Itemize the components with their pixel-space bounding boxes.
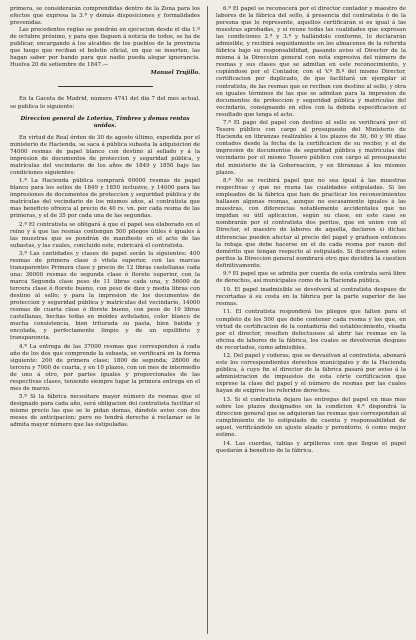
- condition-paragraph: 2.ª El contratista se obligará á que el papel sea elaborado en el reino y á que las resmas contengan 500 pliegos útiles é iguales á las muestras que se pondrán de manifiesto en el acto de las subastas, y las cuales, concluido este, rubricará el contratista.: [10, 221, 200, 249]
- condition-paragraph: 4.ª La entrega de las 37000 resmas que corresponden á cada año de los dos que comprende la subasta, se verificará en la forma siguiente: 200 de primera clase; 1800 de segunda; 28000 de tercera y 7000 de cuarta, y en 10 plazos, con un mes de intermedio de uno á otro, por partes iguales y proporcionales de las respectivas clases, teniendo siempre lugar la primera entrega en el mes de marzo.: [10, 343, 200, 392]
- signature: [10, 70, 200, 77]
- intro-paragraph: primera, se considerarán comprendidas dentro de la Zona para los efectos que expresa la 3.ª y demás disposiciones y formalidades prevenidas.: [10, 6, 200, 27]
- condition-paragraph: 9.ª El papel que se admita por cuenta de esta contrata será libre de derechos, así municipales como de la Hacienda pública.: [216, 271, 406, 285]
- column-divider: [207, 6, 208, 634]
- condition-paragraph: 3.ª Las cantidades y clases de papel serán la siguientes: 400 resmas de primera clase ó vitela superior, con las marcas transparentes Primera clase y precio de 12 libras castellanas cada una; 36000 resmas de segunda clase ó florete superior, con la marca Segunda clase peso de 11 libras cada una, y 56000 de tercera clase ó florete bueno, con peso de diez y media libras con destino al sello; y para la impresion de los documentos de proteccion y seguridad pública y matrículas del vecindario, 14000 resmas de cuarta clase ó florete bueno, con peso de 10 libras castellanas, hechas todas en moldes avitelados, color blanco de mucha consistencia, bien triturada su pasta, bien batida y encolada, y perfectamente limpio y de un equilibrio y transparencia.: [10, 250, 200, 342]
- section-heading: Direccion general de Loterías, Timbres y demas rentas unidas.: [20, 115, 190, 129]
- signature-name: Manuel Trujillo.: [150, 70, 200, 77]
- left-column: [10, 6, 200, 636]
- condition-paragraph: 12. Del papel y coderas, que se devuelvan al contratista, abonará este los correspondientes derechos municipales y de la Hacienda pública, á cuyo fin el director de la fábrica pasará por aviso á la administracion de impuestos de esta córte certificacion que exprese la clase del papel y el número de resmas por las cuales hayan de exigirse los referidos derechos.: [216, 353, 406, 395]
- condition-paragraph: 1.ª La Hacienda pública comprará 60000 resmas de papel blanco para los sellos de 1849 y 1850 inclusive, y 14000 para las impresiones de documentos de proteccion y seguridad pública y de matrículas del vecindario de los mismos años, al contratista que mas beneficio ofrezca al precio de 40 rs. vn. por cada resma de las primeras, y el de 35 por cada una de las segundas.: [10, 178, 200, 220]
- condition-paragraph: 13. Si el contratista dejare las entregas del papel en mas mas sobre los plazos designados en la condicion 4.ª dispondrá la direccion general que se adquieran las resmas que correspondan al cumplimiento de lo estipulado de cuenta y responsabilidad de aquel, verificándolo en ajuste alzado y perentorio, ó como mejor estime.: [216, 397, 406, 439]
- gaceta-note: En la Gaceta de Madrid, número 4741 del dia 7 del mes actual, se publica lo siguiente:: [10, 96, 200, 110]
- separator-rule: [58, 86, 153, 87]
- intro-paragraph: Las precedentes reglas se pondrán en ejecucion desde el dia 1.º de octubre próximo, y para que lleguen á noticia de todos, se ha de publicar, encargando á los alcaldes de los pueblos de la provincia que luego que reciban el boletin oficial, en que se inserten, las hagan saber por bando para que nadie pueda alegar ignorancia. Huelva 20 de setiembre de 1847.—: [10, 27, 200, 69]
- condition-paragraph: 10. El papel inadmisible se devolverá al contratista despues de recortadas á su costa en la fábrica por la parte superior de las resmas.: [216, 286, 406, 307]
- condition-paragraph: 11. El contratista responderá los pliegos que falten para el completo de los 500 que debe contener cada resma y los que, en virtud de certificacion de la contaduría del establecimiento, visada por el director, resulten defectuosos al abrir las resmas en la oficina de labores de la fábrica, los cuales se devolverán despues de recortados, como admisibles.: [216, 309, 406, 351]
- right-column: [216, 6, 406, 636]
- contract-conditions-left: [10, 135, 200, 430]
- condition-paragraph: 7.ª El pago del papel con destino al sello se verificará por el Tesoro público con cargo al presupuesto del Ministerio de Hacienda en libranzas realizables á los plazos de 30, 60 y 90 días contados desde la fecha de la certificacion de su recibo; y el de impresion de documentos de seguridad pública y matrículas del vecindario por el mismo Tesoro público con cargo al presupuesto del ministerio de la Gobernacion, y en libranzas á los mismos plazos.: [216, 120, 406, 176]
- body-paragraph: En virtud de Real órden de 30 de agosto último, expedida por el ministerio de Hacienda, se saca á pública subasta la adquisicion de 74000 resmas de papel blanco con destino al sellado y á la impresion de documentos de proteccion y seguridad pública, y matrículas del vecindario de los años de 1849 y 1850 bajo las condiciones siguientes:: [10, 134, 200, 176]
- condition-paragraph: 6.ª El papel se reconocerá por el director contador y maestro de labores de la fábrica del sello, á presencia del contratista ó de la persona que lo represente, aquellos certificarán si es igual á las muestras aprobadas, y si reune todas las cualidades que expresan las condiciones 2.ª y 3.ª y hallándolo conforme, lo declararán admisible, y recibirá seguidamente en los almacenes de la referida fábrica bajo su responsabilidad, pasando aviso el Director de la misma á la Direccion general con nota expresiva del número de resmas y sus clases que se admitan en este reconocimiento, y copiándose por el Contador, con el V.º B.º del mismo Director, certificacion por duplicado, de que facilitará un ejemplar al contratista, de las resmas que se reciban con destino al sello, y otra en iguales términos de las que se admitan para la impresion de documentos de proteccion y seguridad pública y matrículas del vecindario, consignando en ellos con la debida especificacion el resultado que tenga el acto.: [216, 6, 406, 118]
- condition-paragraph: 14. Las cuerdas, tablas y arpilleras con que llegue el papel quedarán á beneficio de la fábrica.: [216, 440, 406, 454]
- condition-paragraph: 5.ª Si la fábrica necesitare mayor número de resmas que el designado para cada año, será obligacion del contratista facilitar el mismo precio las que se le pidan demas, dándole aviso con dos meses de anticipacion; pero no tendrá derecho á reclamar se le admita mayor número que las estipuladas.: [10, 394, 200, 429]
- condition-paragraph: 8.ª No se recibirá papel que no sea igual á las muestras respectivas y que no reuna las cualidades estipuladas. Si los empleados de la fábrica que han de practicar los reconocimientos hallasen algunas resmas, aunque no escasamente iguales á las muestras, con diferencias notablemente accidentales que no impidan su útil aplicacion, según su clase, en este caso se nombrarán por el contratista dos peritos, que en union con el Director, el maestro de labores de aquella, declaren si dichas diferencias pueden afectar al precio del papel y graduen entonces la rebaja que debe hacerse en el de cada resma por razon del demérito que tengan respecto al estipulado. Si discordasen estos peritos la Direccion general nombrará otro que decidirá la cuestion definitivamente.: [216, 178, 406, 269]
